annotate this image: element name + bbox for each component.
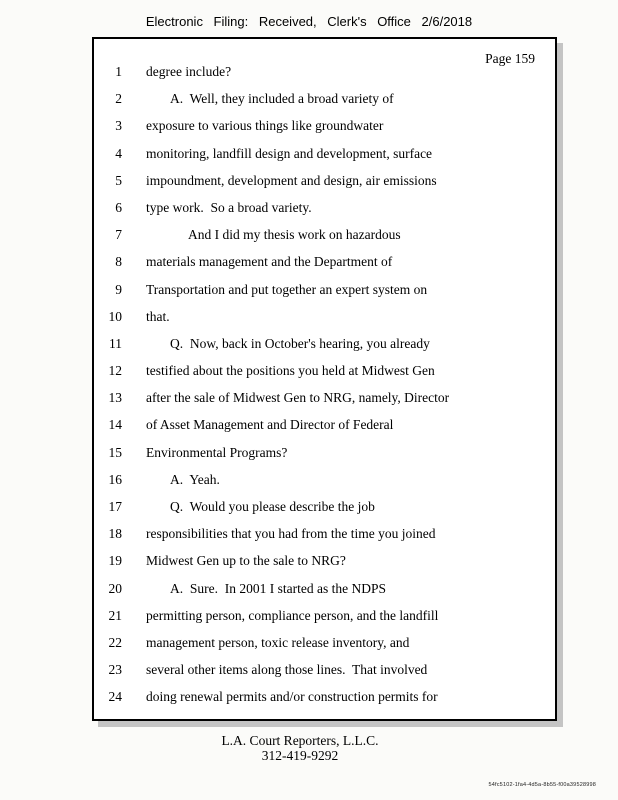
line-number: 18 (108, 526, 122, 542)
line-text: A. Yeah. (170, 471, 220, 487)
line-text: A. Sure. In 2001 I started as the NDPS (170, 580, 386, 596)
line-text: degree include? (146, 64, 232, 79)
transcript-line-row (94, 309, 555, 336)
line-text: Environmental Programs? (146, 444, 288, 460)
line-number: 12 (108, 363, 122, 379)
line-number: 22 (108, 634, 122, 650)
line-text: Q. Now, back in October's hearing, you already (170, 335, 430, 351)
transcript-line-row (94, 526, 555, 553)
line-text: materials management and the Department of (146, 254, 393, 270)
page-number-label: Page 159 (485, 51, 535, 66)
document-id-text: 54fc5102-1fa4-4d5a-8b55-f00a39528998 (488, 782, 596, 788)
line-number: 5 (115, 172, 122, 188)
line-text: after the sale of Midwest Gen to NRG, namely, Director (146, 390, 450, 406)
line-text: type work. So a broad variety. (146, 199, 312, 215)
transcript-line-row (94, 173, 555, 200)
line-number: 6 (115, 199, 122, 215)
transcript-line-row (94, 662, 555, 689)
line-number: 13 (108, 390, 122, 406)
transcript-line-row (94, 417, 555, 444)
line-number: 3 (115, 118, 122, 134)
line-number: 8 (115, 254, 122, 270)
transcript-line-row (94, 146, 555, 173)
line-number: 16 (108, 471, 122, 487)
line-number: 19 (108, 553, 122, 569)
transcript-line-row (94, 608, 555, 635)
line-number: 10 (108, 308, 122, 324)
line-number: 17 (108, 499, 122, 514)
transcript-line-row (94, 635, 555, 662)
line-text: A. Well, they included a broad variety of (170, 91, 394, 107)
line-text: management person, toxic release inventory, and (146, 634, 410, 650)
transcript-line-row (94, 254, 555, 281)
transcript-line-row (94, 118, 555, 145)
line-text: exposure to various things like groundwater (146, 118, 384, 134)
line-text: responsibilities that you had from the time you joined (146, 526, 436, 542)
line-text: Midwest Gen up to the sale to NRG? (146, 553, 346, 569)
transcript-line-row (94, 499, 555, 526)
reporter-footer (0, 733, 600, 763)
transcript-line-row (94, 689, 555, 716)
line-text: testified about the positions you held at Midwest Gen (146, 363, 435, 379)
line-text: impoundment, development and design, air emissions (146, 172, 437, 188)
transcript-line-row (94, 200, 555, 227)
transcript-page-sheet (92, 37, 557, 721)
line-text: several other items along those lines. That involved (146, 662, 428, 678)
transcript-line-row (94, 472, 555, 499)
transcript-line-row (94, 445, 555, 472)
line-number: 2 (115, 91, 122, 107)
transcript-line-row (94, 390, 555, 417)
line-number: 23 (108, 662, 122, 678)
reporter-phone: 312-419-9292 (261, 748, 339, 763)
transcript-line-row (94, 336, 555, 363)
line-number: 11 (109, 335, 122, 351)
line-number: 15 (108, 444, 122, 460)
line-text: monitoring, landfill design and development, surface (146, 145, 433, 161)
line-text: of Asset Management and Director of Federal (146, 417, 394, 433)
transcript-line-row (94, 227, 555, 254)
transcript-line-row (94, 64, 555, 91)
transcript-line-row (94, 553, 555, 580)
reporter-name: L.A. Court Reporters, L.L.C. (221, 733, 379, 748)
line-number: 4 (115, 145, 122, 161)
efiling-banner: Electronic Filing: Received, Clerk's Office 2/6/2018 (145, 14, 473, 29)
line-number: 14 (108, 417, 122, 433)
line-number: 1 (115, 64, 122, 79)
line-text: that. (146, 308, 170, 324)
line-text: Q. Would you please describe the job (170, 499, 375, 514)
line-number: 7 (115, 227, 122, 243)
line-number: 24 (108, 689, 122, 705)
line-text: doing renewal permits and/or construction permits for (146, 689, 438, 705)
line-text: permitting person, compliance person, and the landfill (146, 607, 439, 623)
transcript-line-row (94, 282, 555, 309)
line-number: 9 (115, 281, 122, 297)
transcript-line-row (94, 581, 555, 608)
transcript-lines (94, 64, 555, 717)
transcript-line-row (94, 91, 555, 118)
line-text: And I did my thesis work on hazardous (188, 227, 401, 243)
transcript-line-row (94, 363, 555, 390)
line-number: 21 (108, 607, 122, 623)
line-number: 20 (108, 580, 122, 596)
line-text: Transportation and put together an expert system on (146, 281, 428, 297)
